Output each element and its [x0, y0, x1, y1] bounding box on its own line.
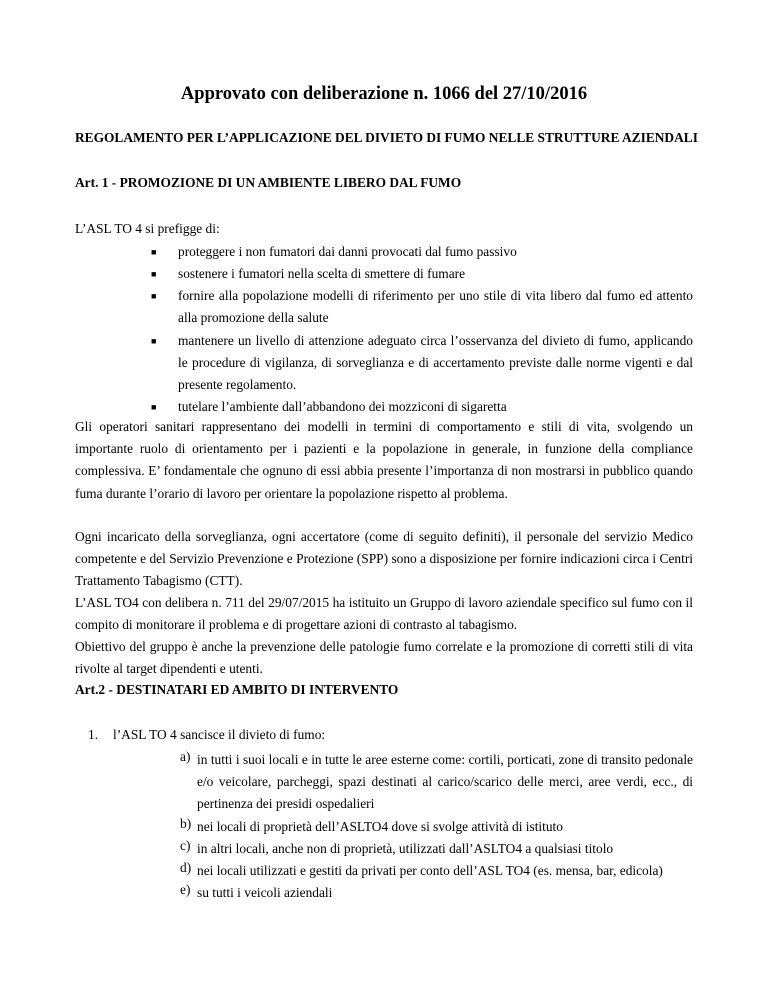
art2-subitem-letter: e): [180, 882, 191, 897]
art1-bullet-1: proteggere i non fumatori dai danni provocati dal fumo passivo: [178, 244, 517, 259]
art2-subitem-e: su tutti i veicoli aziendali: [197, 885, 333, 900]
art1-intro: L’ASL TO 4 si prefigge di:: [75, 221, 220, 236]
art2-subitem-letter: c): [180, 838, 191, 853]
art1-bullet-4: mantenere un livello di attenzione adeguato circa l’osservanza del divieto di fumo, applicando le procedure di vigilanza, di sorveglianza e di accertamento previste dalle norme vigenti e dal presente regolamento.: [178, 333, 693, 393]
art2-subitem-a: in tutti i suoi locali e in tutte le aree esterne come: cortili, porticati, zone di transito pedonale e/o veicolare, parcheggi, spazi destinati al carico/scarico delle merci, aree verdi, ecc., di pertinenza dei presidi ospedalieri: [197, 752, 693, 812]
art2-subitem-b: nei locali di proprietà dell’ASLTO4 dove si svolge attività di istituto: [197, 819, 563, 834]
art1-paragraph-2: Ogni incaricato della sorveglianza, ogni accertatore (come di seguito definiti), il personale del servizio Medico competente e del Servizio Prevenzione e Protezione (SPP) sono a disposizione per fornire indicazioni circa i Centri Trattamento Tabagismo (CTT).: [75, 529, 693, 589]
bullet-icon: ■: [151, 247, 157, 257]
art2-item-number: 1.: [88, 727, 99, 742]
art2-subitem-letter: d): [180, 860, 192, 875]
art1-paragraph-1: Gli operatori sanitari rappresentano dei modelli in termini di comportamento e stili di vita, svolgendo un importante ruolo di orientamento per i pazienti e la popolazione in generale, in funzione della compliance complessiva. E’ fondamentale che ognuno di essi abbia presente l’importanza di non mostrarsi in pubblico quando fuma durante l’orario di lavoro per orientare la popolazione rispetto al problema.: [75, 419, 693, 501]
bullet-icon: ■: [151, 291, 157, 301]
art1-heading: Art. 1 - PROMOZIONE DI UN AMBIENTE LIBERO DAL FUMO: [75, 175, 462, 190]
art1-bullet-3: fornire alla popolazione modelli di riferimento per uno stile di vita libero dal fumo ed attento alla promozione della salute: [178, 288, 693, 326]
art1-bullet-5: tutelare l’ambiente dall’abbandono dei mozziconi di sigaretta: [178, 399, 507, 414]
art2-subitem-c: in altri locali, anche non di proprietà, utilizzati dall’ASLTO4 a qualsiasi titolo: [197, 841, 614, 856]
art2-item-text: l’ASL TO 4 sancisce il divieto di fumo:: [113, 727, 326, 742]
art1-paragraph-3: L’ASL TO4 con delibera n. 711 del 29/07/2015 ha istituito un Gruppo di lavoro aziendale specifico sul fumo con il compito di monitorare il problema e di progettare azioni di contrasto al tabagismo.: [75, 595, 693, 633]
art2-subitem-letter: b): [180, 816, 192, 831]
art2-subitem-d: nei locali utilizzati e gestiti da privati per conto dell’ASL TO4 (es. mensa, bar, edicola): [197, 863, 663, 878]
regulation-title: REGOLAMENTO PER L’APPLICAZIONE DEL DIVIETO DI FUMO NELLE STRUTTURE AZIENDALI: [75, 130, 698, 145]
bullet-icon: ■: [151, 402, 157, 412]
bullet-icon: ■: [151, 269, 157, 279]
document-title: Approvato con deliberazione n. 1066 del 27/10/2016: [180, 84, 588, 104]
art2-subitem-letter: a): [180, 749, 191, 764]
art1-bullet-2: sostenere i fumatori nella scelta di smettere di fumare: [178, 266, 466, 281]
bullet-icon: ■: [151, 336, 157, 346]
art2-heading: Art.2 - DESTINATARI ED AMBITO DI INTERVENTO: [75, 682, 399, 697]
art1-paragraph-4: Obiettivo del gruppo è anche la prevenzione delle patologie fumo correlate e la promozione di corretti stili di vita rivolte al target dipendenti e utenti.: [75, 639, 693, 677]
